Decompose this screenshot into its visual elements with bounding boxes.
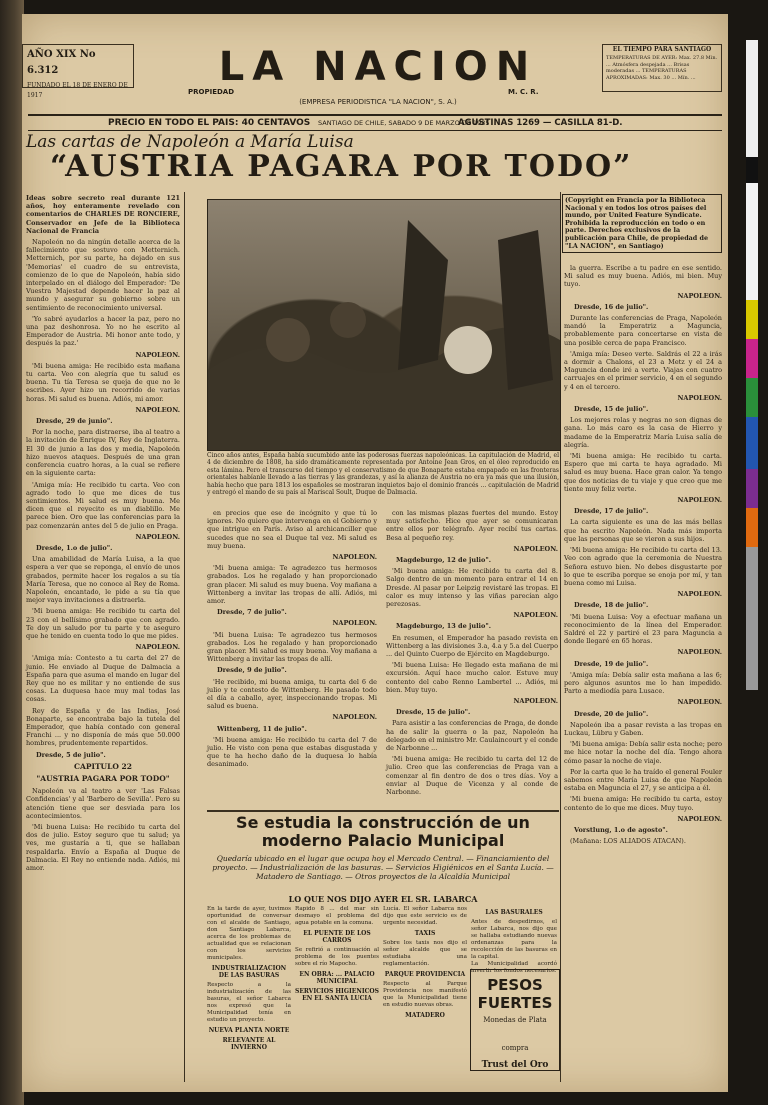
letter-date: Vorstlung, 1.o de agosto". — [574, 825, 668, 834]
signature: NAPOLEON. — [332, 553, 377, 562]
signature: NAPOLEON. — [513, 611, 558, 620]
painting-photo — [207, 199, 561, 451]
signature: NAPOLEON. — [677, 393, 722, 402]
section-paragraph: En la tarde de ayer, tuvimos oportunidad de conversar con el alcalde de Santiago, don Santiago Labarca, acerca de los problemas de actualidad que se relacionan con los servicios municipales. — [207, 906, 291, 961]
section-subheading: TAXIS — [414, 930, 436, 937]
paragraph: (Mañana: LOS ALIADOS ATACAN). — [570, 837, 686, 846]
paragraph: 'Amiga mía: Contesto a tu carta del 27 de junio. He enviado al Duque de Dalmacia a España para que asuma el mando en lugar del Rey que no es militar y no entiende de sus cosas. La duquesa hace muy mal todas las cosas. — [26, 654, 180, 704]
letter-date: Dresde, 18 de julio". — [574, 601, 649, 610]
section-paragraph: Respecto al Parque Providencia nos manifestó que la Municipalidad tiene en estudio nuevas obras. — [383, 981, 467, 1008]
paragraph: Durante las conferencias de Praga, Napoleón mandó la Emperatriz a Maguncia, probablemente para concertarse en vista de una posible cerca de papa Francisco. — [564, 314, 722, 347]
ad-line-2: compra — [501, 1044, 529, 1052]
letter-date: Dresde, 5 de julio". — [36, 750, 106, 759]
paragraph: Por la carta que le ha traído el general Fouler sabemos entre María Luisa de que Napoleón estaba en Maguncia el 27, y se anticipa a él. — [564, 767, 722, 793]
column-4 — [564, 264, 722, 1082]
section-paragraph: Se refirió a continuación al problema de los puentes sobre el río Mapocho. — [295, 947, 379, 967]
signature: NAPOLEON. — [135, 405, 180, 414]
section-subheading: SERVICIOS HIGIENICOS EN EL SANTA LUCIA — [295, 988, 379, 1002]
registration-mark: M. C. R. — [508, 88, 539, 96]
section-subheading: MATADERO — [405, 1012, 445, 1019]
advertisement — [470, 969, 560, 1071]
main-headline: “AUSTRIA PAGARA POR TODO” — [50, 149, 633, 184]
letter-date: Dresde, 20 de julio". — [574, 709, 649, 718]
paragraph: 'Mi buena amiga: He recibido tu carta del 8. Salgo dentro de un momento para entrar el 14 en Dresde. Al pasar por Leipzig revistaré las tropas. El calor es muy intenso y las viñas parecían algo perezosas. — [386, 567, 558, 609]
letter-date: Wittenberg, 11 de julio". — [217, 724, 307, 733]
paragraph: 'Amiga mía: Debía salir esta mañana a las 6; pero algunos asuntos me lo han impedido. Parto a mediodía para Lusace. — [564, 670, 722, 696]
ad-line-1: Monedas de Plata — [483, 1016, 547, 1024]
signature: NAPOLEON. — [135, 350, 180, 359]
section-subheading: NUEVA PLANTA NORTE — [208, 1027, 290, 1034]
signature: NAPOLEON. — [135, 532, 180, 541]
section-subheading: INDUSTRIALIZACION DE LAS BASURAS — [211, 965, 287, 979]
section-paragraph: Antes de despedirnos, el señor Labarca, nos dijo que se hallaba estudiando nuevas ordenanzas para la recolección de las basuras en la capital. — [471, 919, 557, 960]
section-subheading: EL PUENTE DE LOS CARROS — [303, 930, 371, 944]
signature: NAPOLEON. — [513, 544, 558, 553]
section-subheading: LAS BASURALES — [485, 909, 543, 916]
paragraph: 'Mi buena amiga: He recibido tu carta, estoy contento de lo que me dices. Muy tuyo. — [564, 795, 722, 812]
section-rule — [207, 810, 559, 812]
paragraph: 'Mi buena amiga: He recibido tu carta del 7 de julio. He visto con pena que estabas disgustada y que te ha hecho daño de la duquesa lo había desanimado. — [207, 735, 377, 769]
signature: NAPOLEON. — [135, 643, 180, 652]
paragraph: Los mejores rolas y negras no son dignas de gana. Lo más caro es la casa de Hierro y madame de la Emperatriz María Luisa salía de alegría. — [564, 416, 722, 449]
issue-box — [22, 44, 134, 99]
intro-paragraph: Ideas sobre secreto real durante 121 años, hoy enteramente revelado con comentarios de CHARLES DE RONCIERE, Conservador en Jefe de la Biblioteca Nacional de Francia — [26, 194, 180, 235]
column-3 — [386, 509, 558, 809]
copyright-box: (Copyright en Francia por la Biblioteca Nacional y en todos los otros países del mundo, por United Feature Syndicate. Prohibida la reproducción en todo o en parte. Derechos exclusivos de la publicación para Chile, de propiedad de "LA NACION", en Santiago) — [562, 194, 722, 253]
signature: NAPOLEON. — [677, 291, 722, 300]
paragraph: 'Mi buena amiga: He recibido tu carta del 12 de julio. Creo que las conferencias de Praga van a comenzar al fin dentro de dos o tres días. Voy a enviar al Duque de Vicenza y al conde de Narbonne. — [386, 755, 558, 797]
paragraph: Napoleón no da ningún detalle acerca de la fallecimiento que sostuvo con Metternich. Metternich, por su parte, ha dejado en sus 'Memorias' el cuadro de su entrevista, comienzo de lo que de Napoleón, había sido interpelado en el diálogo del Emperador: 'De Vuestra Majestad depende hacer la paz al mundo y asegurar su gobierno sobre un sentimiento de reconocimiento universal. — [26, 238, 180, 312]
paragraph: 'He recibido, mi buena amiga, tu carta del 6 de julio y te contesto de Wittenberg. He pasado todo el día a caballo, ayer, inspeccionando tropas. Mi salud es buena. — [207, 677, 377, 711]
founding-date: FUNDADO EL 18 DE ENERO DE 1917 — [27, 82, 128, 99]
paragraph: 'Mi buena Luisa: Voy a efectuar mañana un reconocimiento de la línea del Emperador. Saldré el 22 y partiré el 23 para Maguncia a donde llegaré en 65 horas. — [564, 612, 722, 646]
signature: NAPOLEON. — [677, 496, 722, 505]
weather-title: EL TIEMPO PARA SANTIAGO — [612, 46, 712, 53]
paragraph: Napoleón va al teatro a ver 'Las Falsas Confidencias' y al 'Barbero de Sevilla'. Pero su atención tiene que ser desviada para los acontecimientos. — [26, 787, 180, 820]
chapter-heading: "AUSTRIA PAGARA POR TODO" — [36, 774, 170, 783]
kicker: Las cartas de Napoleón a María Luisa — [26, 132, 354, 152]
section-deck: Quedaría ubicado en el lugar que ocupa hoy el Mercado Central. — Financiamiento del proyecto. — Industrialización de las basuras. — Servicios Higiénicos en el Santa Lucía. — Matadero de Santiago. — Otros proyectos de la Alcaldía Municipal — [212, 854, 554, 881]
book-binding — [0, 0, 24, 1105]
section-paragraph: Respecto a la industrialización de las basuras, el señor Labarca nos expresó que la Municipalidad tenía en estudio un proyecto. — [207, 982, 291, 1023]
paragraph: 'Mi buena amiga: He recibido tu carta del 23 con el bellísimo grabado que con agrado. Te doy un saludo por tu parte y te aseguro que he tenido en cuenta todo lo que me pides. — [26, 607, 180, 640]
letter-date: Magdeburgo, 13 de julio". — [396, 622, 491, 631]
paragraph: 'Mi buena amiga: He recibido esta mañana tu carta. Veo con alegría que tu salud es buena. Tu tía Teresa se queja de que no le escribes. Ayer hizo un recorrido de varias horas. Mi salud es buena. Adiós, mi amor. — [26, 361, 180, 403]
letter-date: Dresde, 19 de julio". — [574, 659, 649, 668]
section-column-3 — [383, 906, 467, 1086]
masthead — [28, 44, 722, 106]
section-subheading: EN OBRA: ... PALACIO MUNICIPAL — [299, 971, 375, 985]
dateline: SANTIAGO DE CHILE, SABADO 9 DE MARZO DE 1935 — [318, 119, 490, 127]
paragraph: En resumen, el Emperador ha pasado revista en Wittenberg a las divisiones 3.a, 4.a y 5.a del Cuerpo ... del Quinto Cuerpo de Ejército en Magdeburgo. — [386, 633, 558, 659]
section-paragraph: La Municipalidad acordó invertir los fondos necesarios. — [471, 961, 557, 974]
address-line: AGUSTINAS 1269 — CASILLA 81-D. — [458, 118, 623, 128]
paragraph: 'Mi buena amiga: He recibido tu carta. Espero que mi carta te haya agradado. Mi salud es muy buena. Hace gran calor. Ya tengo que dos noticias de tu viaje y que creo que me tiente muy feliz verte. — [564, 452, 722, 493]
section-paragraph: Sobre los taxis nos dijo el señor alcalde que se estudiaba una reglamentación. — [383, 940, 467, 967]
paragraph: Rey de España y de las Indias, José Bonaparte, se encontraba bajo la tutela del Emperador, que había contado con general Franchi ... y no disponía de más que 50.000 hombres, prudentemente repartidos. — [26, 706, 180, 748]
section-paragraph: Rapido 8 ... del mar sin desmayo el problema del agua potable en la comuna. — [295, 906, 379, 926]
signature: NAPOLEON. — [513, 697, 558, 706]
color-calibration-strip — [746, 40, 758, 690]
letter-date: Magdeburgo, 12 de julio". — [396, 556, 491, 565]
price-ribbon — [28, 114, 722, 131]
signature: NAPOLEON. — [677, 648, 722, 657]
signature: NAPOLEON. — [332, 619, 377, 628]
paragraph: 'Mi buena amiga: Debía salir esta noche; pero me hice notar la noche del día. Tengo ahora cómo pasar la noche de viaje. — [564, 740, 722, 765]
section-headline: Se estudia la construcción de un moderno Palacio Municipal — [236, 813, 530, 850]
section-column-4 — [471, 906, 557, 974]
letter-date: Dresde, 17 de julio". — [574, 507, 649, 516]
section-subheading: RELEVANTE AL INVIERNO — [222, 1037, 276, 1051]
column-rule — [184, 192, 185, 1082]
paragraph: 'Mi buena Luisa: Te agradezco tus hermosos grabados. Los he regalado y han proporcionado gran placer. Mi salud es muy buena. Voy mañana a Wittenberg a invitar las tropas de allí. — [207, 630, 377, 664]
section-paragraph: Lucía. El señor Labarca nos dijo que este servicio es de urgente necesidad. — [383, 906, 467, 926]
paragraph: Para asistir a las conferencias de Praga, de donde ha de salir la guerra o la paz, Napoleón ha delegado en el ministro Mr. Caulaincourt y el conde de Narbonne ... — [386, 719, 558, 753]
paragraph: con las mismas plazas fuertes del mundo. Estoy muy satisfecho. Hice que ayer se comunicaran entre ellos por telégrafo. Ayer recibí tus cartas. Besa al pequeño rey. — [386, 509, 558, 542]
paragraph: 'Mi buena amiga: He recibido tu carta del 13. Veo con agrado que la ceremonia de Nuestra Señora estuvo bien. No debes disgustarte por lo que te escriba porque se enoja por mí, y tan buena como mi Luisa. — [564, 546, 722, 587]
paragraph: La carta siguiente es una de las más bellas que ha escrito Napoleón. Nada más importa que las personas que se vieron a sus hijos. — [564, 518, 722, 543]
signature: NAPOLEON. — [677, 698, 722, 707]
price-line: PRECIO EN TODO EL PAIS: 40 CENTAVOS — [108, 118, 311, 128]
section-column-1 — [207, 906, 291, 1086]
ad-line-3: Trust del Oro — [481, 1060, 549, 1070]
paragraph: 'Amiga mía: He recibido tu carta. Veo con agrado todo lo que me dices de tus sentimientos. Mi salud es muy buena. Me dicen que el reyecito es un diablillo. Me parece bien. Oro que las conferencias para la paz comenzarán antes del 5 de julio en Praga. — [26, 480, 180, 530]
signature: NAPOLEON. — [332, 713, 377, 722]
letter-date: Dresde, 29 de junio". — [36, 417, 113, 426]
paragraph: 'Mi buena amiga: Te agradezco tus hermosos grabados. Los he regalado y han proporcionado gran placer. Mi salud es muy buena. Voy mañana a Wittenberg a invitar las tropas de allí. Adiós, mi amor. — [207, 564, 377, 606]
section-subheading: PARQUE PROVIDENCIA — [384, 971, 466, 978]
section-column-2 — [295, 906, 379, 1086]
publisher-line: (EMPRESA PERIODISTICA "LA NACION", S. A.) — [299, 98, 457, 106]
weather-box — [602, 44, 722, 92]
newspaper-page — [22, 14, 728, 1092]
paragraph: 'Yo sabré ayudarlos a hacer la paz, pero no una paz deshonrosa. Yo no he escrito al Emperador de Austria. Mi honor ante todo, y después la paz.' — [26, 314, 180, 348]
letter-date: Dresde, 16 de julio". — [574, 302, 649, 311]
column-1-body — [26, 238, 180, 872]
section-subhead: LO QUE NOS DIJO AYER EL SR. LABARCA — [288, 894, 478, 904]
paragraph: 'Amiga mía: Deseo verte. Saldrás el 22 a irás a dormir a Chalons, el 23 a Metz y el 24 a Maguncia donde iré a verte. Viajas con cuatro carruajes en el primer servicio, 4 en el segundo y 4 en el tercero. — [564, 349, 722, 391]
newspaper-title: LA NACION — [218, 44, 538, 90]
weather-text: TEMPERATURAS DE AYER: Max. 27.8 Min. ... Atmósfera despejada ... Brisas moderadas ... TEMPERATURAS APROXIMADAS: Max. 30 ... Mín. ... — [606, 55, 718, 81]
signature: NAPOLEON. — [677, 590, 722, 599]
signature: NAPOLEON. — [677, 814, 722, 823]
paragraph: 'Mi buena Luisa: He llegado esta mañana de mi excursión. Aquí hace mucho calor. Estuve muy contento del cabo Renno Lambertel ... Adiós, mi bien. Muy tuyo. — [386, 661, 558, 694]
photo-caption: Cinco años antes, España había sucumbido ante las poderosas fuerzas napoleónicas. La capitulación de Madrid, el 4 de diciembre de 1808, ha sido dramáticamente representada por Antoine Jean Gros, en el óleo reproducido en esta lámina. Pero el transcurso del tiempo y el conservatismo de que Bonaparte estaba empapado en las fronteras orientales habíanle llevado a las tierras y las grandezas, y así la alianza de Austria no era ya más que una ilusión, había hecho que para 1813 los españoles se mostraran inquietos bajo el dominio francés ... capitulación de Madrid y entregó el mando de su país al Mariscal Soult, Duque de Dalmacia. — [207, 452, 559, 497]
letter-date: Dresde, 1.o de julio". — [36, 543, 113, 552]
paragraph: 'Mi buena Luisa: He recibido tu carta del dos de julio. Estoy seguro que tu salud; ya ves, me gustaría a ti, que se hallaban respaldarla. Envío a España al Duque de Dalmacia. El Rey no entiende nada. Adiós, mi amor. — [26, 823, 180, 873]
letter-date: Dresde, 9 de julio". — [217, 666, 287, 675]
ad-title: PESOS FUERTES — [477, 976, 553, 1012]
letter-date: Dresde, 15 de julio". — [574, 405, 649, 414]
column-2 — [207, 509, 377, 809]
paragraph: la guerra. Escribe a tu padre en ese sentido. Mi salud es muy buena. Adiós, mi bien. Muy tuyo. — [564, 264, 722, 289]
issue-number: AÑO XIX No 6.312 — [27, 49, 96, 76]
paragraph: Por la noche, para distraerse, iba al teatro a la invitación de Enrique IV, Rey de Inglaterra. El 30 de junio a las dos y media, Napoleón hizo nuevos ataques. Después de una gran conferencia cuatro horas, a la cual se refiere en la siguiente carta: — [26, 428, 180, 478]
letter-date: Dresde, 15 de julio". — [396, 708, 471, 717]
ownership-mark: PROPIEDAD — [188, 88, 235, 96]
chapter-heading: CAPITULO 22 — [74, 761, 132, 771]
paragraph: Napoleón iba a pasar revista a las tropas en Luckau, Lübru y Gaben. — [564, 720, 722, 737]
paragraph: Una amabilidad de María Luisa, a la que espera a ver que se reponga, el envío de unos grabados, permite hacer los regalos a su tía María Teresa, que no conoce al Rey de Roma. Napoleón, encantado, le pide a su tía que mejor vaya invitaciones a distraerla. — [26, 555, 180, 605]
column-1 — [26, 194, 180, 1084]
painting-illustration — [208, 200, 560, 450]
paragraph: en precios que ese de incógnito y que tú lo ignores. No quiero que intervenga en el Gobierno y que intrigue en París. Aviso al archicanciller que sucedes que no sea el Duque tal vez. Mi salud es muy buena. — [207, 509, 377, 550]
letter-date: Dresde, 7 de julio". — [217, 608, 287, 617]
